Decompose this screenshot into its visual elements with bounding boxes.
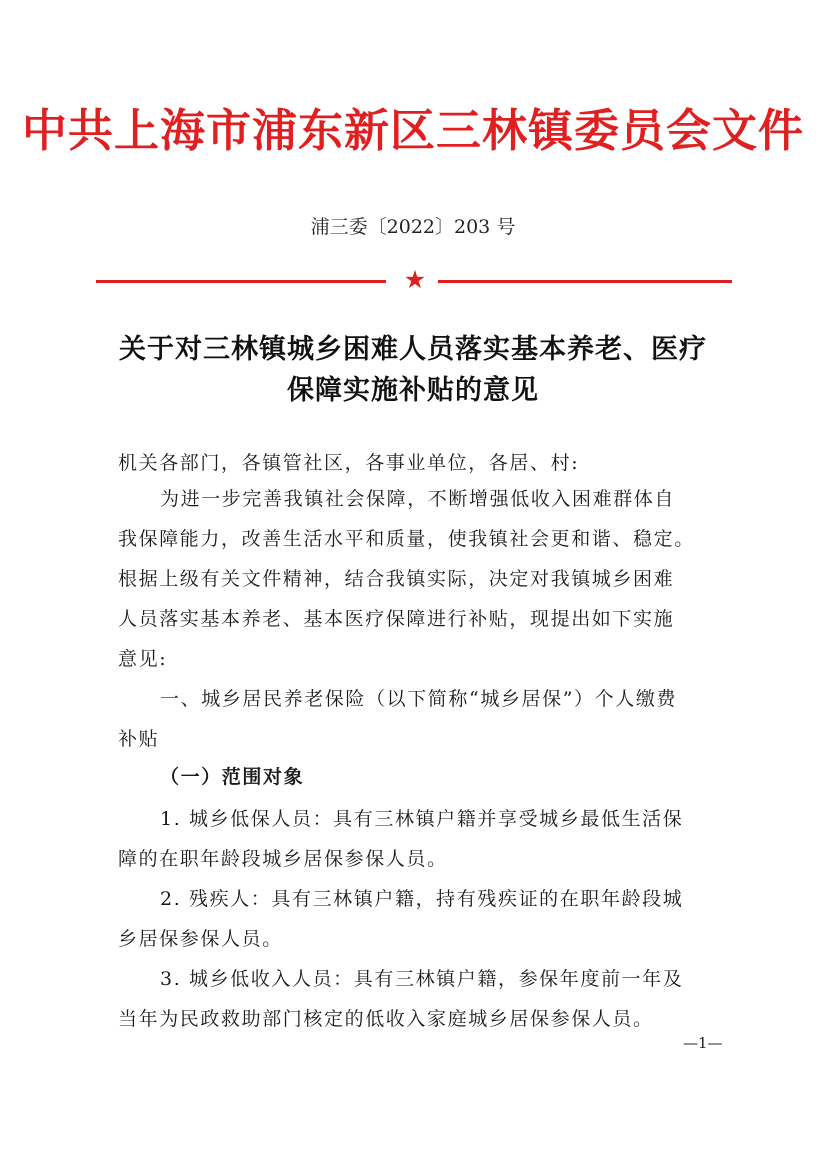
intro-line-3: 根据上级有关文件精神，结合我镇实际，决定对我镇城乡困难 [118,568,675,590]
item-1-line-2: 障的在职年龄段城乡居保参保人员。 [118,848,448,870]
intro-line-5: 意见: [118,648,168,670]
intro-line-2: 我保障能力，改善生活水平和质量，使我镇社会更和谐、稳定。 [118,528,695,550]
item-2-line-1: 2. 残疾人：具有三林镇户籍，持有残疾证的在职年龄段城 [160,888,684,910]
document-title-line-2: 保障实施补贴的意见 [287,375,539,406]
subsection-1-heading: （一）范围对象 [160,766,305,788]
star-icon: ★ [403,265,427,294]
page-number: —1— [683,1034,723,1052]
section-1-heading-line-2: 补贴 [118,728,160,750]
section-1-heading-line-1: 一、城乡居民养老保险（以下简称“城乡居保”）个人缴费 [160,688,678,710]
divider-line-left [96,280,386,283]
item-3-line-1: 3. 城乡低收入人员：具有三林镇户籍，参保年度前一年及 [160,968,684,990]
document-number: 浦三委〔2022〕203 号 [310,216,516,238]
intro-line-1: 为进一步完善我镇社会保障，不断增强低收入困难群体自 [160,488,676,510]
red-divider [96,265,732,294]
item-2-line-2: 乡居保参保人员。 [118,928,283,950]
document-title-line-1: 关于对三林镇城乡困难人员落实基本养老、医疗 [119,334,707,365]
item-1-line-1: 1. 城乡低保人员：具有三林镇户籍并享受城乡最低生活保 [160,808,684,830]
addressee: 机关各部门，各镇管社区，各事业单位，各居、村: [118,452,580,474]
item-3-line-2: 当年为民政救助部门核定的低收入家庭城乡居保参保人员。 [118,1008,654,1030]
divider-line-right [438,280,732,283]
issuing-organization-title: 中共上海市浦东新区三林镇委员会文件 [21,104,804,157]
intro-line-4: 人员落实基本养老、基本医疗保障进行补贴，现提出如下实施 [118,608,675,630]
